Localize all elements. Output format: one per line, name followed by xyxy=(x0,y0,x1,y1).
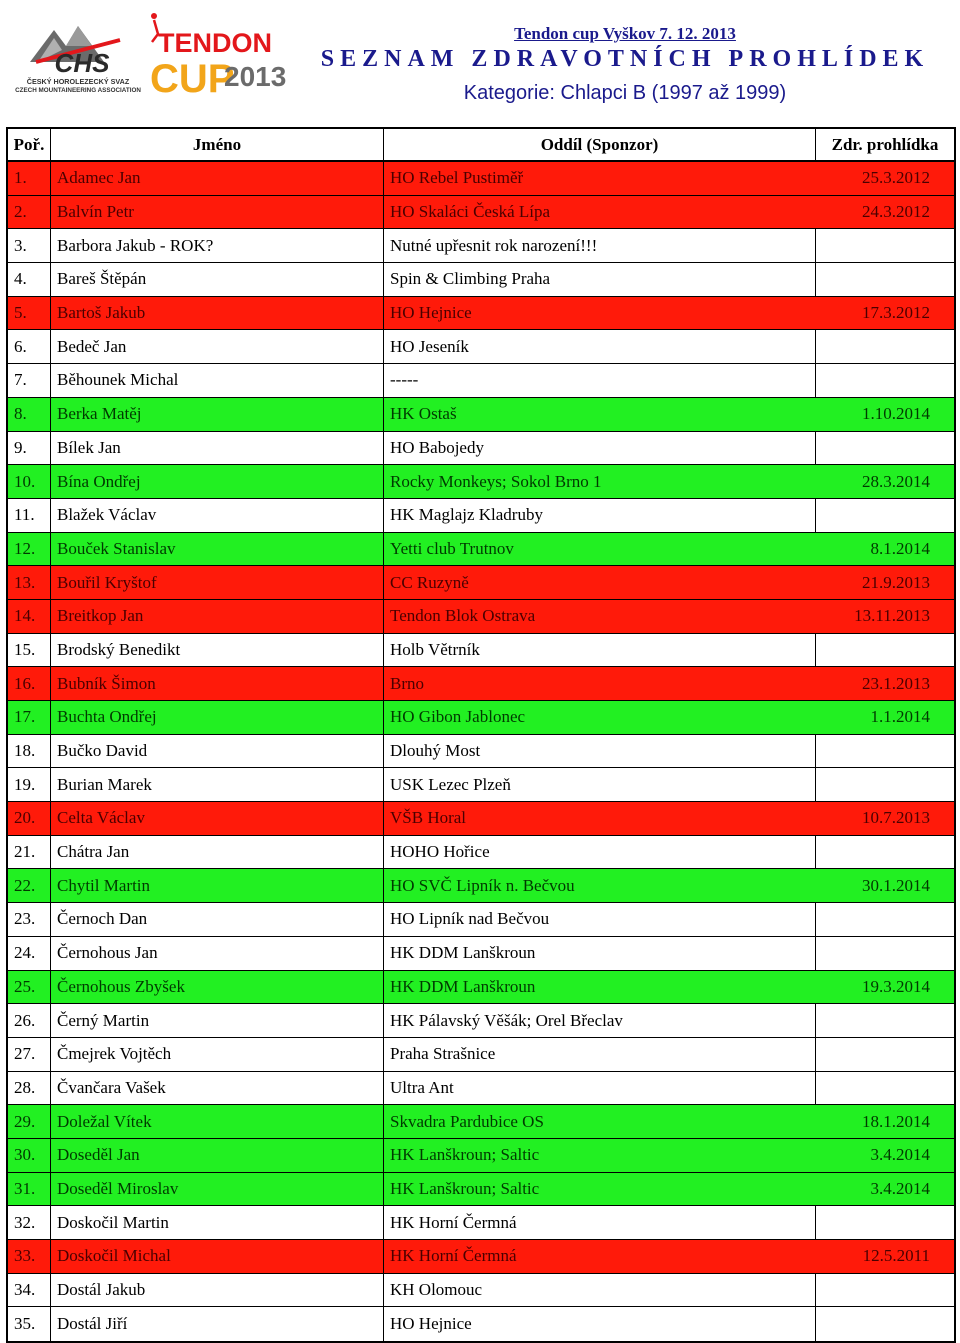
row-name: Bubník Šimon xyxy=(51,667,384,700)
row-medical-check-date: 10.7.2013 xyxy=(862,808,930,828)
row-medical-check-date xyxy=(816,1072,954,1105)
row-club: Spin & Climbing Praha xyxy=(384,263,816,296)
row-name: Čmejrek Vojtěch xyxy=(51,1038,384,1071)
row-name: Bartoš Jakub xyxy=(51,297,384,330)
row-name: Černohous Jan xyxy=(51,937,384,970)
row-medical-check-date xyxy=(816,1004,954,1037)
row-name: Černohous Zbyšek xyxy=(51,971,384,1004)
row-club: HO Lipník nad Bečvou xyxy=(384,903,816,936)
row-number: 32. xyxy=(8,1206,51,1239)
row-club: HK Horní Čermná xyxy=(384,1206,816,1239)
row-name: Balvín Petr xyxy=(51,196,384,229)
column-header-club: Oddíl (Sponzor) xyxy=(384,129,816,160)
table-row xyxy=(8,701,954,735)
row-name: Burian Marek xyxy=(51,768,384,801)
row-club: HO Babojedy xyxy=(384,432,816,465)
row-name: Černoch Dan xyxy=(51,903,384,936)
row-name: Barbora Jakub - ROK? xyxy=(51,229,384,262)
table-row xyxy=(8,499,954,533)
row-name: Doskočil Martin xyxy=(51,1206,384,1239)
row-name: Doseděl Jan xyxy=(51,1139,384,1172)
row-medical-check-date xyxy=(816,1206,954,1239)
row-club: HK Horní Čermná xyxy=(390,1246,517,1266)
row-name: Blažek Václav xyxy=(51,499,384,532)
table-header-row xyxy=(8,129,954,162)
table-row xyxy=(8,667,954,701)
row-medical-check-date: 30.1.2014 xyxy=(862,875,930,895)
list-title: SEZNAM ZDRAVOTNÍCH PROHLÍDEK xyxy=(320,46,930,72)
row-name: Černý Martin xyxy=(51,1004,384,1037)
table-row xyxy=(8,1307,954,1341)
row-medical-check-date: 8.1.2014 xyxy=(870,538,930,558)
table-row xyxy=(8,432,954,466)
table-row xyxy=(8,768,954,802)
row-number: 22. xyxy=(8,869,51,902)
row-number: 18. xyxy=(8,735,51,768)
row-medical-check-date xyxy=(816,937,954,970)
row-medical-check-date xyxy=(816,263,954,296)
row-medical-check-date xyxy=(816,432,954,465)
row-name: Breitkop Jan xyxy=(51,600,384,633)
row-club: Yetti club Trutnov xyxy=(390,538,514,558)
row-club: KH Olomouc xyxy=(384,1274,816,1307)
row-medical-check-date: 12.5.2011 xyxy=(862,1246,930,1266)
column-header-order: Poř. xyxy=(8,129,51,160)
table-row xyxy=(8,937,954,971)
tendon-cup-logo xyxy=(150,8,295,98)
table-row xyxy=(8,229,954,263)
table-row xyxy=(8,533,954,567)
row-number: 6. xyxy=(8,330,51,363)
row-number: 10. xyxy=(8,465,51,498)
row-number: 2. xyxy=(8,196,51,229)
category-label: Kategorie: Chlapci B (1997 až 1999) xyxy=(463,82,787,104)
row-medical-check-date: 18.1.2014 xyxy=(862,1111,930,1131)
row-club: Brno xyxy=(390,673,424,693)
row-name: Doskočil Michal xyxy=(51,1240,384,1273)
table-row xyxy=(8,735,954,769)
row-club: USK Lezec Plzeň xyxy=(384,768,816,801)
column-header-medical-check: Zdr. prohlídka xyxy=(831,134,939,154)
row-club: Dlouhý Most xyxy=(384,735,816,768)
cup-logo-year: 2013 xyxy=(224,61,287,92)
event-title: Tendon cup Vyškov 7. 12. 2013 xyxy=(514,24,736,43)
row-number: 17. xyxy=(8,701,51,734)
table-row xyxy=(8,297,954,331)
row-name: Bílek Jan xyxy=(51,432,384,465)
table-row xyxy=(8,1139,954,1173)
row-number: 9. xyxy=(8,432,51,465)
row-medical-check-date xyxy=(816,330,954,363)
table-row xyxy=(8,364,954,398)
row-medical-check-date xyxy=(816,229,954,262)
row-name: Bouřil Kryštof xyxy=(51,566,384,599)
row-name: Dostál Jakub xyxy=(51,1274,384,1307)
row-number: 29. xyxy=(8,1105,51,1138)
row-number: 33. xyxy=(8,1240,51,1273)
row-number: 16. xyxy=(8,667,51,700)
row-club: HK Pálavský Věšák; Orel Břeclav xyxy=(384,1004,816,1037)
row-number: 26. xyxy=(8,1004,51,1037)
row-medical-check-date xyxy=(816,364,954,397)
row-medical-check-date: 19.3.2014 xyxy=(862,976,930,996)
row-medical-check-date xyxy=(816,1274,954,1307)
row-number: 28. xyxy=(8,1072,51,1105)
row-medical-check-date xyxy=(816,1307,954,1341)
row-club: ----- xyxy=(384,364,816,397)
row-club: HO Jeseník xyxy=(384,330,816,363)
table-row xyxy=(8,600,954,634)
row-medical-check-date: 24.3.2012 xyxy=(862,202,930,222)
row-club: HO SVČ Lipník n. Bečvou xyxy=(390,875,575,895)
row-club: HK Ostaš xyxy=(390,404,457,424)
row-medical-check-date: 21.9.2013 xyxy=(862,572,930,592)
table-row xyxy=(8,398,954,432)
row-club: HK Lanškroun; Saltic xyxy=(390,1178,540,1198)
row-number: 5. xyxy=(8,297,51,330)
row-club: CC Ruzyně xyxy=(390,572,469,592)
row-number: 15. xyxy=(8,634,51,667)
row-number: 19. xyxy=(8,768,51,801)
row-medical-check-date: 1.10.2014 xyxy=(862,404,930,424)
row-medical-check-date: 17.3.2012 xyxy=(862,303,930,323)
row-number: 34. xyxy=(8,1274,51,1307)
row-number: 11. xyxy=(8,499,51,532)
row-medical-check-date: 28.3.2014 xyxy=(862,471,930,491)
row-club: HO Hejnice xyxy=(390,303,472,323)
row-name: Berka Matěj xyxy=(51,398,384,431)
row-number: 14. xyxy=(8,600,51,633)
row-name: Chytil Martin xyxy=(51,869,384,902)
row-medical-check-date xyxy=(816,836,954,869)
row-number: 21. xyxy=(8,836,51,869)
row-club: Tendon Blok Ostrava xyxy=(390,606,536,626)
chs-logo xyxy=(8,10,148,98)
table-row xyxy=(8,566,954,600)
row-name: Chátra Jan xyxy=(51,836,384,869)
row-number: 1. xyxy=(8,162,51,195)
row-name: Běhounek Michal xyxy=(51,364,384,397)
row-medical-check-date: 25.3.2012 xyxy=(862,168,930,188)
column-header-name: Jméno xyxy=(51,129,384,160)
table-row xyxy=(8,263,954,297)
row-club: HO Skaláci Česká Lípa xyxy=(390,202,551,222)
row-name: Buchta Ondřej xyxy=(51,701,384,734)
row-number: 31. xyxy=(8,1173,51,1206)
table-row xyxy=(8,1004,954,1038)
row-medical-check-date: 13.11.2013 xyxy=(854,606,930,626)
table-row xyxy=(8,802,954,836)
table-row xyxy=(8,1072,954,1106)
row-number: 35. xyxy=(8,1307,51,1341)
row-number: 24. xyxy=(8,937,51,970)
row-club: VŠB Horal xyxy=(390,808,467,828)
row-name: Bedeč Jan xyxy=(51,330,384,363)
row-name: Celta Václav xyxy=(51,802,384,835)
row-club: HK DDM Lanškroun xyxy=(390,976,536,996)
row-medical-check-date xyxy=(816,1038,954,1071)
row-number: 20. xyxy=(8,802,51,835)
row-medical-check-date xyxy=(816,735,954,768)
page-header xyxy=(0,0,960,120)
row-medical-check-date: 3.4.2014 xyxy=(870,1145,930,1165)
row-number: 23. xyxy=(8,903,51,936)
table-row xyxy=(8,971,954,1005)
row-name: Bouček Stanislav xyxy=(51,533,384,566)
row-number: 12. xyxy=(8,533,51,566)
table-row xyxy=(8,869,954,903)
row-name: Bína Ondřej xyxy=(51,465,384,498)
row-medical-check-date xyxy=(816,903,954,936)
row-number: 13. xyxy=(8,566,51,599)
row-club: Rocky Monkeys; Sokol Brno 1 xyxy=(390,471,602,491)
row-medical-check-date: 1.1.2014 xyxy=(870,707,930,727)
chs-logo-initials: CHS xyxy=(54,48,110,78)
row-club: HK DDM Lanškroun xyxy=(384,937,816,970)
table-row xyxy=(8,1173,954,1207)
chs-logo-line2: CZECH MOUNTAINEERING ASSOCIATION xyxy=(15,87,141,94)
row-medical-check-date xyxy=(816,499,954,532)
row-name: Bučko David xyxy=(51,735,384,768)
table-row xyxy=(8,1240,954,1274)
table-row xyxy=(8,162,954,196)
row-medical-check-date xyxy=(816,634,954,667)
row-club: Praha Strašnice xyxy=(384,1038,816,1071)
row-club: HK Maglajz Kladruby xyxy=(384,499,816,532)
row-number: 30. xyxy=(8,1139,51,1172)
row-club: Holb Větrník xyxy=(384,634,816,667)
row-number: 7. xyxy=(8,364,51,397)
row-name: Bareš Štěpán xyxy=(51,263,384,296)
row-club: HOHO Hořice xyxy=(384,836,816,869)
medical-checks-table xyxy=(6,127,956,1343)
row-medical-check-date: 3.4.2014 xyxy=(870,1178,930,1198)
row-number: 3. xyxy=(8,229,51,262)
row-name: Brodský Benedikt xyxy=(51,634,384,667)
table-row xyxy=(8,1206,954,1240)
row-club: HO Hejnice xyxy=(384,1307,816,1341)
tendon-logo-word: TENDON xyxy=(158,28,272,58)
row-club: HK Lanškroun; Saltic xyxy=(390,1145,540,1165)
table-row xyxy=(8,1038,954,1072)
row-name: Adamec Jan xyxy=(51,162,384,195)
row-club: Nutné upřesnit rok narození!!! xyxy=(384,229,816,262)
row-club: Ultra Ant xyxy=(384,1072,816,1105)
table-row xyxy=(8,1274,954,1308)
row-name: Dostál Jiří xyxy=(51,1307,384,1341)
cup-logo-word: CUP xyxy=(150,57,235,98)
row-club: Skvadra Pardubice OS xyxy=(390,1111,544,1131)
row-number: 8. xyxy=(8,398,51,431)
table-row xyxy=(8,196,954,230)
row-name: Čvančara Vašek xyxy=(51,1072,384,1105)
table-row xyxy=(8,330,954,364)
row-medical-check-date: 23.1.2013 xyxy=(862,673,930,693)
row-name: Doseděl Miroslav xyxy=(51,1173,384,1206)
table-row xyxy=(8,634,954,668)
row-number: 25. xyxy=(8,971,51,1004)
row-name: Doležal Vítek xyxy=(51,1105,384,1138)
chs-logo-line1: ČESKÝ HOROLEZECKÝ SVAZ xyxy=(26,77,130,86)
table-row xyxy=(8,903,954,937)
row-club: HO Rebel Pustiměř xyxy=(390,168,524,188)
row-club: HO Gibon Jablonec xyxy=(390,707,526,727)
row-number: 27. xyxy=(8,1038,51,1071)
row-medical-check-date xyxy=(816,768,954,801)
table-row xyxy=(8,465,954,499)
row-number: 4. xyxy=(8,263,51,296)
table-row xyxy=(8,1105,954,1139)
table-row xyxy=(8,836,954,870)
